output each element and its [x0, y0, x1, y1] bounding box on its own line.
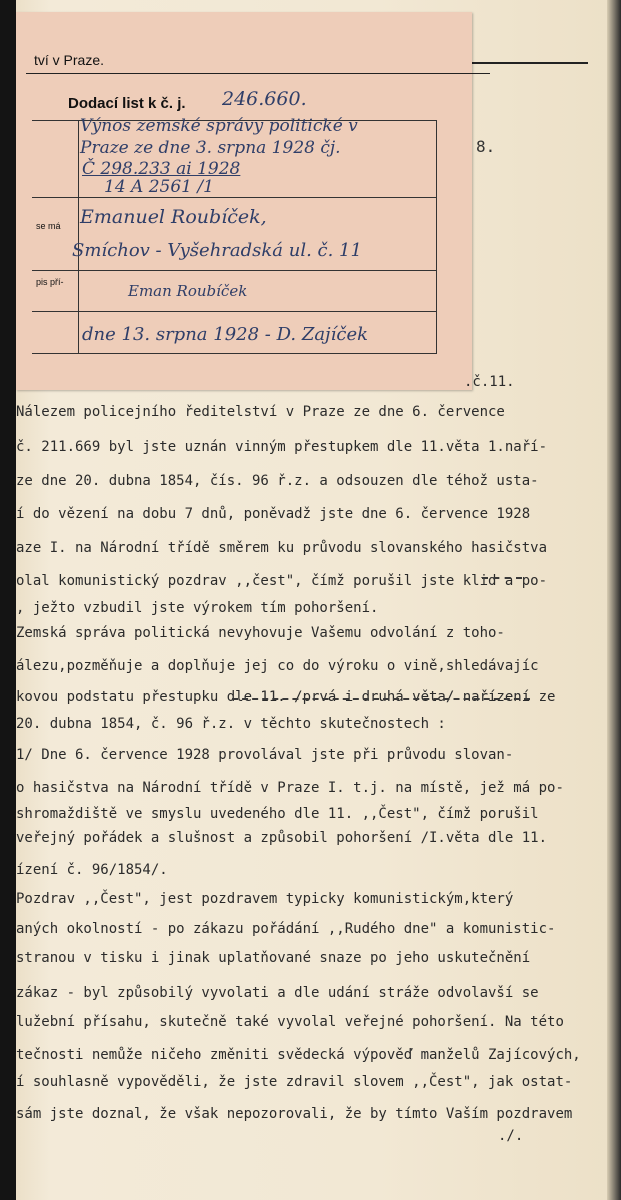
- typewritten-line: sám jste doznal, že však nepozorovali, že by tímto Vaším pozdravem: [16, 1106, 573, 1122]
- handwritten-line: 14 A 2561 /1: [104, 177, 214, 197]
- typewritten-line: 1/ Dne 6. července 1928 provolával jste při průvodu slovan-: [16, 747, 514, 763]
- typewritten-line: olal komunistický pozdrav ,,čest", čímž porušil jste klid a po-: [16, 573, 548, 589]
- header-date-digit: 8.: [476, 137, 496, 156]
- handwritten-recipient-address: Smíchov - Vyšehradská ul. č. 11: [72, 240, 362, 261]
- typewritten-line: shromaždiště ve smyslu uvedeného dle 11. ,,Čest", čímž porušil: [16, 806, 539, 822]
- scan-left-edge: [0, 0, 16, 1200]
- typewritten-line: aných okolností - po zákazu pořádání ,,Rudého dne" a komunistic-: [16, 921, 556, 937]
- slip-label-recipient: se má: [36, 221, 61, 231]
- dashed-underline: [232, 698, 530, 700]
- slip-title: Dodací list k č. j.: [68, 95, 186, 112]
- typewritten-line: í souhlasně vypověděli, že jste zdravil slovem ,,Čest", jak ostat-: [16, 1074, 573, 1090]
- typewritten-line: aze I. na Národní třídě směrem ku průvodu slovanského hasičstva: [16, 540, 548, 556]
- typewritten-line: 20. dubna 1854, č. 96 ř.z. v těchto skutečnostech :: [16, 716, 446, 732]
- slip-divider: [26, 73, 490, 74]
- delivery-slip: [16, 12, 472, 390]
- handwritten-line: Č 298.233 ai 1928: [82, 159, 241, 179]
- slip-table-row-line: [32, 197, 436, 198]
- slip-table-column-line: [78, 121, 79, 353]
- typewritten-line: veřejný pořádek a slušnost a způsobil pohoršení /I.věta dle 11.: [16, 830, 548, 846]
- typewritten-line: í do vězení na dobu 7 dnů, poněvadž jste dne 6. července 1928: [16, 506, 531, 522]
- typewritten-line: ze dne 20. dubna 1854, čís. 96 ř.z. a odsouzen dle téhož usta-: [16, 473, 539, 489]
- handwritten-delivery-date: dne 13. srpna 1928 - D. Zajíček: [82, 324, 369, 345]
- typewritten-line: Pozdrav ,,Čest", jest pozdravem typicky komunistickým,který: [16, 891, 514, 907]
- typewritten-line: č. 211.669 byl jste uznán vinným přestupkem dle 11.věta 1.naří-: [16, 439, 548, 455]
- header-rule: [470, 62, 588, 64]
- continuation-mark: ./.: [498, 1128, 524, 1144]
- reference-line: .č.11.: [464, 374, 515, 390]
- typewritten-line: ízení č. 96/1854/.: [16, 862, 168, 878]
- typewritten-line: stranou v tisku i jinak uplatňované snaze po jeho uskutečnění: [16, 950, 531, 966]
- recipient-signature: Eman Roubíček: [128, 282, 248, 300]
- slip-office-text: tví v Praze.: [34, 52, 105, 68]
- typewritten-line: Nálezem policejního ředitelství v Praze ze dne 6. července: [16, 404, 505, 420]
- typewritten-line: álezu,pozměňuje a doplňuje jej co do výroku o vině,shledávajíc: [16, 658, 539, 674]
- slip-label-signature: pis pří-: [36, 277, 64, 287]
- dashed-underline: [482, 577, 522, 579]
- typewritten-line: Zemská správa politická nevyhovuje Vašemu odvolání z toho-: [16, 625, 505, 641]
- handwritten-line: Praze ze dne 3. srpna 1928 čj.: [80, 138, 341, 158]
- slip-reference-number: 246.660.: [222, 88, 307, 110]
- typewritten-line: zákaz - byl způsobilý vyvolati a dle udání stráže odvolavší se: [16, 985, 539, 1001]
- typewritten-line: tečnosti nemůže ničeho změniti svědecká výpověď manželů Zajícových,: [16, 1047, 581, 1063]
- typewritten-line: lužební přísahu, skutečně také vyvolal veřejné pohoršení. Na této: [16, 1014, 564, 1030]
- slip-table-row-line: [32, 311, 436, 312]
- slip-table-row-line: [32, 270, 436, 271]
- scan-right-edge: [607, 0, 621, 1200]
- typewritten-line: kovou podstatu přestupku dle 11. /prvá i druhá věta/ nařízení ze: [16, 689, 556, 705]
- typewritten-line: o hasičstva na Národní třídě v Praze I. t.j. na místě, jež má po-: [16, 780, 564, 796]
- handwritten-recipient-name: Emanuel Roubíček,: [80, 206, 267, 228]
- handwritten-line: Výnos zemské správy politické v: [80, 116, 358, 136]
- typewritten-line: , ježto vzbudil jste výrokem tím pohoršení.: [16, 600, 379, 616]
